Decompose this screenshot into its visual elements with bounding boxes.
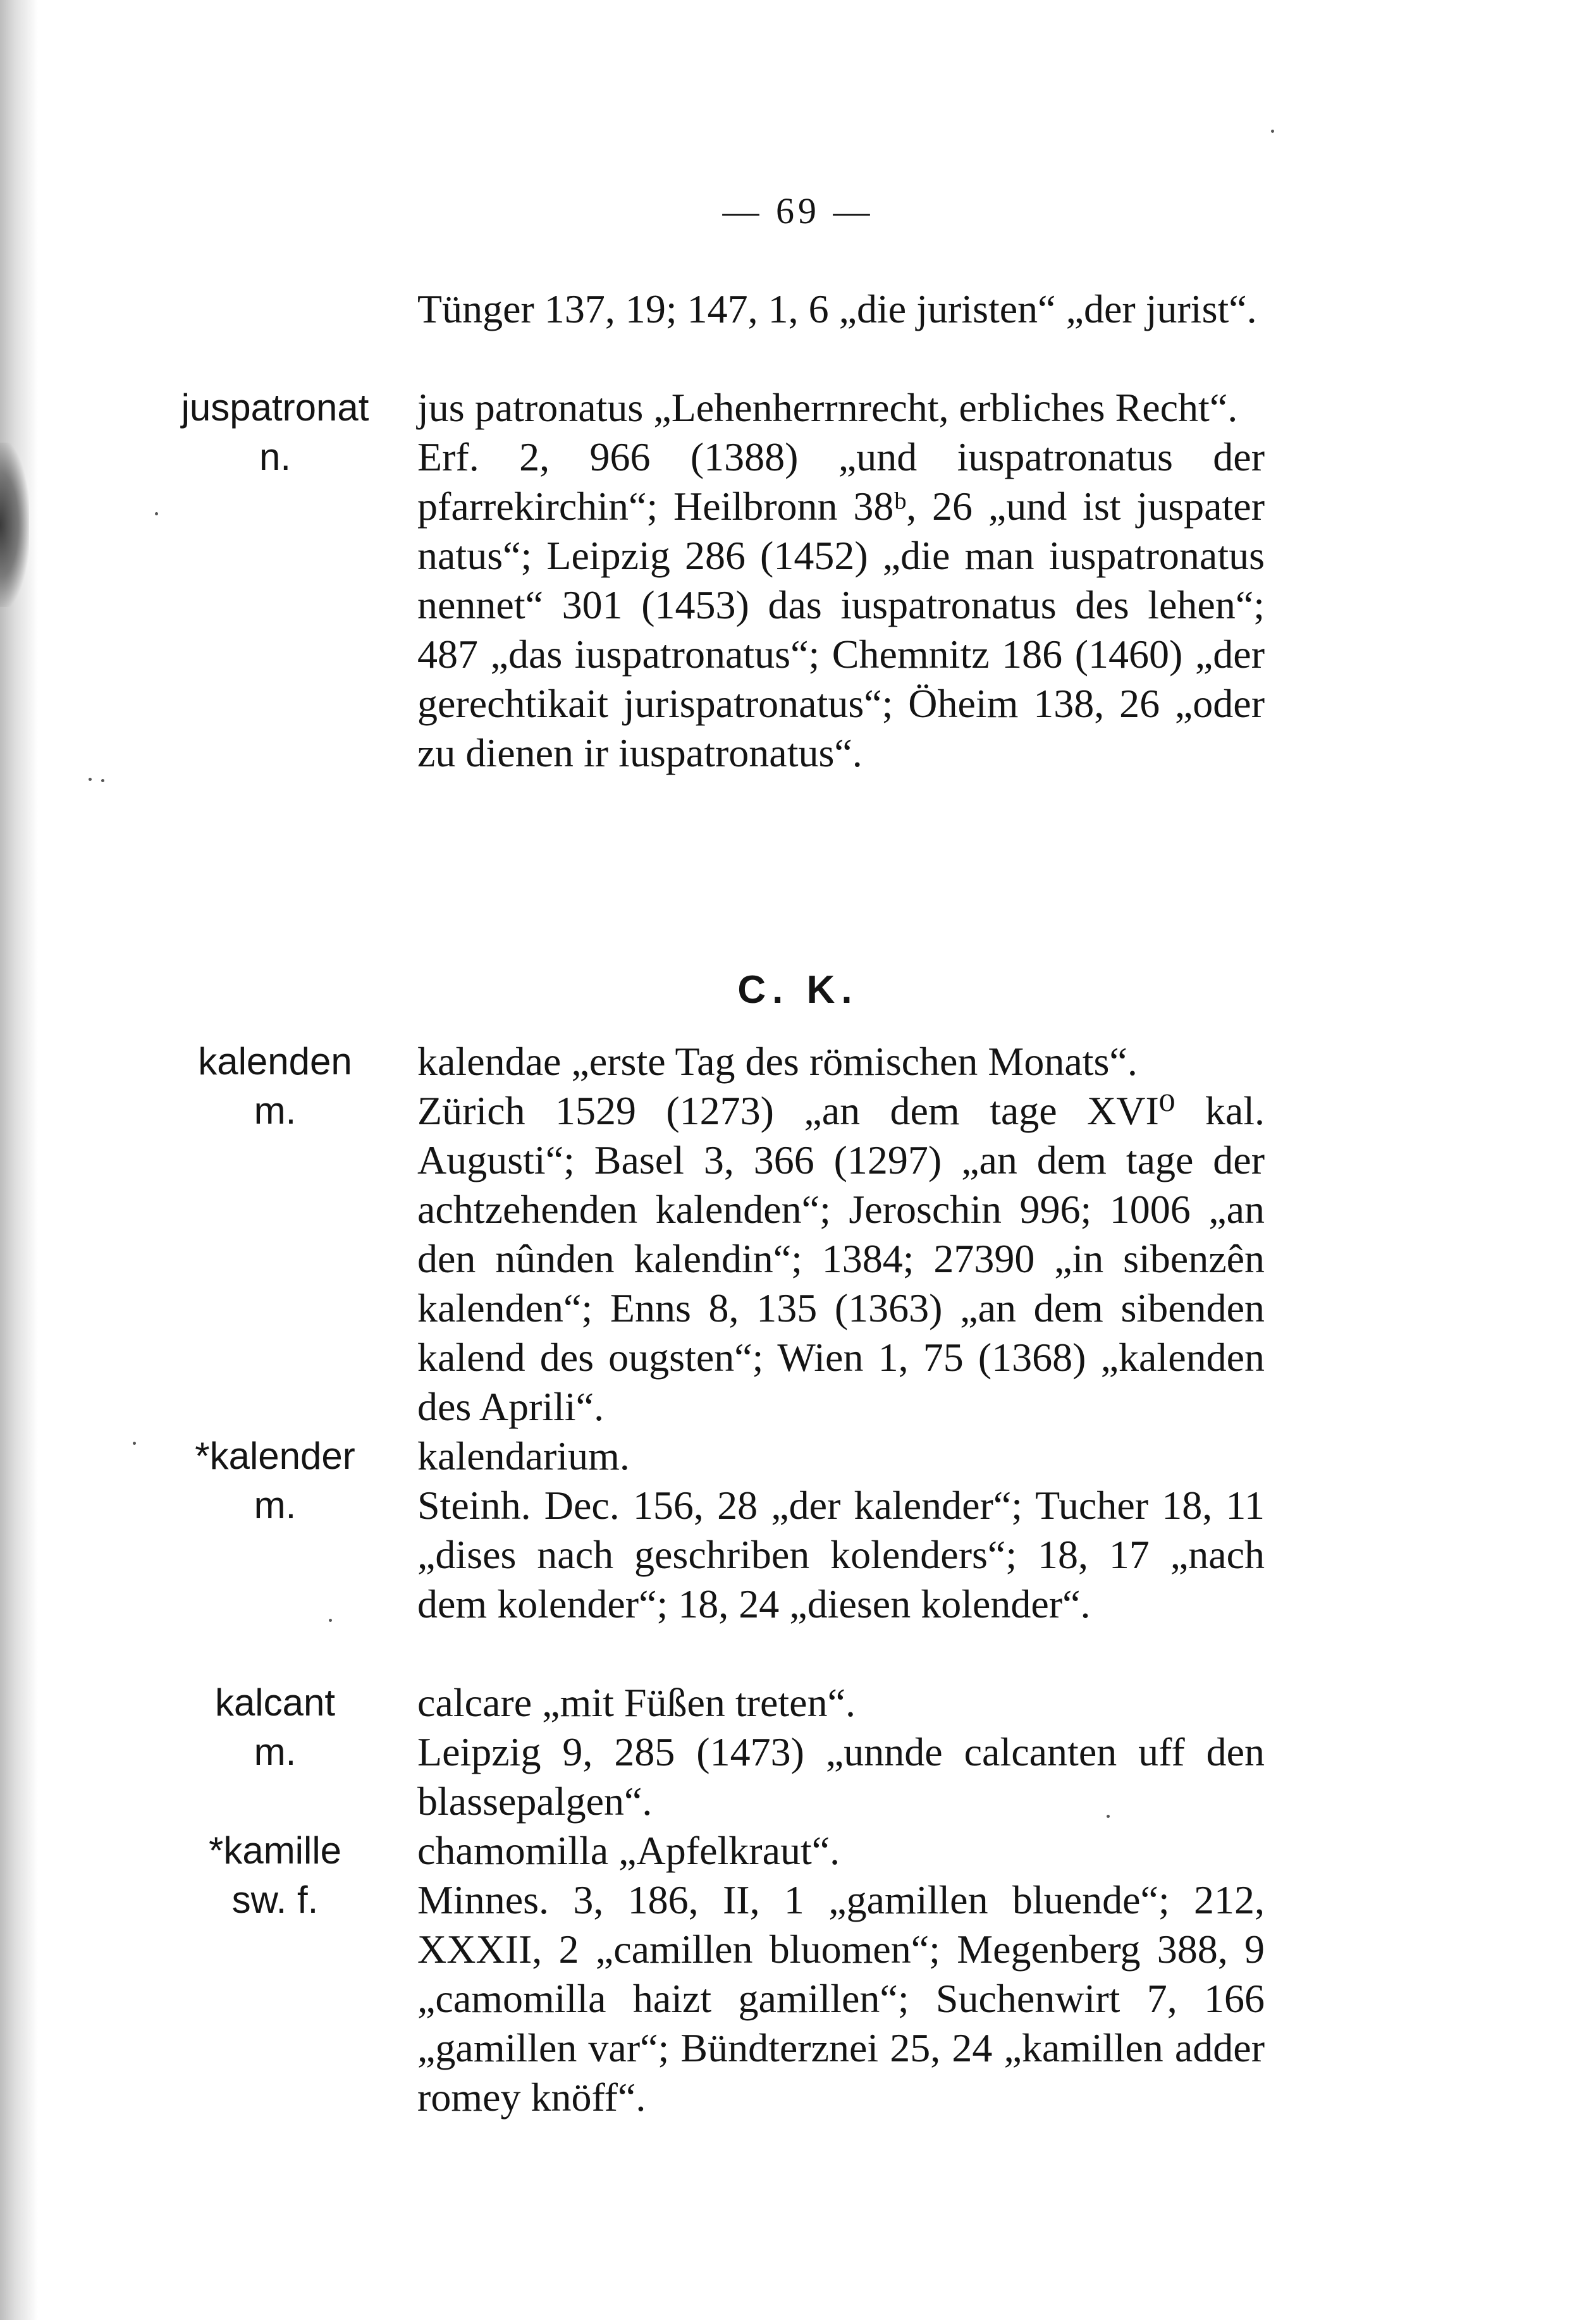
entry-headword: [161, 383, 389, 482]
page-edge-shadow: [0, 0, 38, 2320]
entry-body: [417, 1826, 1265, 2122]
entry-headword: [161, 1826, 389, 1925]
scan-speck: [101, 779, 104, 782]
binding-mark: [0, 443, 29, 607]
entry-definition: calcare „mit Füßen treten“.: [417, 1680, 856, 1725]
headword-text: kalcant: [214, 1681, 336, 1724]
scan-speck: [329, 1619, 332, 1622]
scan-speck: [155, 512, 158, 515]
entry-definition: kalendae „erste Tag des römischen Monats“.: [417, 1039, 1138, 1084]
grammar-label: sw. f.: [231, 1879, 319, 1921]
entry-headword: [161, 1037, 389, 1136]
headword-text: *kalender: [195, 1435, 355, 1477]
page-number: — 69 —: [722, 190, 874, 231]
headword-text: kalenden: [198, 1040, 352, 1083]
entry-citations: Leipzig 9, 285 (1473) „unnde calcanten uff den blassepalgen“.: [417, 1729, 1265, 1824]
entry-citations: Minnes. 3, 186, II, 1 „gamillen bluende“; 212, XXXII, 2 „camillen bluomen“; Megenberg 388, 9 „camomilla haizt gamillen“; Suchenwirt 7, 166 „gamillen var“; Bündterznei 25, 24 „kamillen adder romey knöff“.: [417, 1877, 1265, 2120]
grammar-label: m.: [254, 1089, 297, 1132]
scan-speck: [1271, 130, 1274, 133]
headword-text: juspatronat: [181, 386, 369, 429]
grammar-label: m.: [254, 1731, 297, 1773]
grammar-label: m.: [254, 1484, 297, 1526]
section-heading: C. K.: [737, 968, 859, 1012]
entry-definition: jus patronatus „Lehenherrnrecht, erbliches Recht“.: [417, 385, 1238, 430]
entry-body: [417, 383, 1265, 778]
entry-definition: chamomilla „Apfelkraut“.: [417, 1828, 840, 1873]
scan-speck: [133, 1442, 136, 1445]
entry-body: [417, 1432, 1265, 1629]
headword-text: *kamille: [208, 1829, 342, 1872]
grammar-label: n.: [259, 436, 292, 478]
entry-citations: Zürich 1529 (1273) „an dem tage XVI⁰ kal. Augusti“; Basel 3, 366 (1297) „an dem tage der achtzehenden kalenden“; Jeroschin 996; 1006 „an den nûnden kalendin“; 1384; 27390 „in sibenzên kalenden“; Enns 8, 135 (1363) „an dem sibenden kalend des ougsten“; Wien 1, 75 (1368) „kalenden des Aprili“.: [417, 1088, 1265, 1429]
entry-citations: Steinh. Dec. 156, 28 „der kalender“; Tucher 18, 11 „dises nach geschriben kolenders“; 18, 17 „nach dem kolender“; 18, 24 „diesen kolender“.: [417, 1483, 1265, 1626]
continuation-line: Tünger 137, 19; 147, 1, 6 „die juristen“ „der jurist“.: [417, 286, 1257, 331]
scan-speck: [89, 778, 92, 781]
entry-definition: kalendarium.: [417, 1433, 630, 1478]
entry-headword: [161, 1432, 389, 1530]
entry-headword: [161, 1678, 389, 1777]
entry-body: [417, 1037, 1265, 1432]
entry-citations: Erf. 2, 966 (1388) „und iuspatronatus der pfarrekirchin“; Heilbronn 38ᵇ, 26 „und ist juspater natus“; Leipzig 286 (1452) „die man iuspatronatus nennet“ 301 (1453) das iuspatronatus des lehen“; 487 „das iuspatronatus“; Chemnitz 186 (1460) „der gerechtikait jurispatronatus“; Öheim 138, 26 „oder zu dienen ir iuspatronatus“.: [417, 434, 1265, 775]
continuation-text: [417, 285, 1265, 334]
entry-body: [417, 1678, 1265, 1826]
